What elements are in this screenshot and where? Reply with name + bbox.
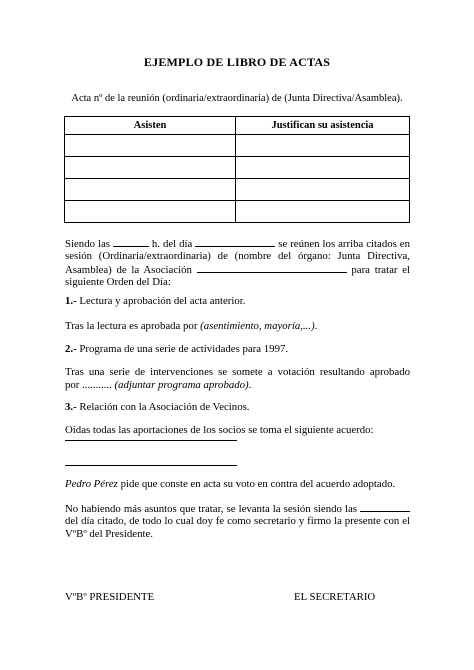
closing-text: VºBº del Presidente. <box>65 528 153 540</box>
table-row <box>65 179 410 201</box>
table-row <box>65 157 410 179</box>
meeting-subtitle: Acta nº de la reunión (ordinaria/extraordinaria) de (Junta Directiva/Asamblea). <box>71 93 403 104</box>
result-italic: (asentimiento, mayoría,...) <box>200 320 315 332</box>
header-attend: Asisten <box>65 117 236 135</box>
result-text: por ........... <box>65 379 115 391</box>
association-blank <box>197 263 347 273</box>
document-title: EJEMPLO DE LIBRO DE ACTAS <box>143 55 331 69</box>
intro-text: se reúnen los arriba citados en <box>278 238 410 250</box>
intro-text: Siendo las <box>65 238 110 250</box>
table-row <box>65 201 410 223</box>
table-row <box>65 135 410 157</box>
table-cell <box>65 135 236 157</box>
president-signature-label: VºBº PRESIDENTE <box>65 591 155 603</box>
intro-text: Asamblea) de la Asociación <box>65 264 192 276</box>
result-italic: (adjuntar programa aprobado) <box>114 379 249 391</box>
agreement-line-2 <box>65 465 237 466</box>
agreement-line-1 <box>65 440 237 441</box>
item-text: Programa de una serie de actividades para 1997. <box>76 343 289 355</box>
attendance-header-row <box>65 117 410 135</box>
table-cell <box>65 201 236 223</box>
intro-paragraph <box>65 237 410 289</box>
table-cell <box>236 201 410 223</box>
time-blank <box>113 237 149 247</box>
result-text: Tras una serie de intervenciones se somete a votación resultando aprobado <box>65 366 410 378</box>
closing-text: del día citado, de todo lo cual doy fe como secretario y firmo la presente con el <box>65 515 410 527</box>
agenda-item-2 <box>65 343 410 356</box>
result-text: Tras la lectura es aprobada por <box>65 320 201 332</box>
table-cell <box>236 135 410 157</box>
table-cell <box>236 179 410 201</box>
closing-text: No habiendo más asuntos que tratar, se levanta la sesión siendo las <box>65 503 357 515</box>
closing-paragraph <box>65 502 410 541</box>
table-cell <box>236 157 410 179</box>
item-number: 2.- <box>65 343 77 355</box>
agenda-item-3 <box>65 401 410 414</box>
secretary-signature-label: EL SECRETARIO <box>294 591 376 603</box>
table-cell <box>65 179 236 201</box>
end-time-blank <box>360 502 410 512</box>
agreement-text: Oídas todas las aportaciones de los socios se toma el siguiente acuerdo: <box>65 424 374 436</box>
agenda-item-1 <box>65 295 410 308</box>
table-cell <box>65 157 236 179</box>
attendance-table <box>64 116 410 223</box>
intro-text: h. del día <box>151 238 193 250</box>
intro-text: sesión (Ordinaria/extraordinaria) de (nombre del órgano: Junta Directiva, <box>65 250 410 262</box>
intro-text: siguiente Orden del Día: <box>65 276 171 288</box>
result-text: . <box>314 320 318 332</box>
item-text: Lectura y aprobación del acta anterior. <box>76 295 246 307</box>
item-number: 1.- <box>65 295 77 307</box>
intro-text: para tratar el <box>351 264 410 276</box>
header-justify: Justifican su asistencia <box>236 117 410 135</box>
vote-paragraph <box>65 478 410 491</box>
member-name: Pedro Pérez <box>65 478 118 490</box>
item2-result <box>65 366 410 392</box>
vote-text: pide que conste en acta su voto en contra del acuerdo adoptado. <box>117 478 396 490</box>
result-text: . <box>248 379 252 391</box>
item-text: Relación con la Asociación de Vecinos. <box>76 401 250 413</box>
item-number: 3.- <box>65 401 77 413</box>
item1-result <box>65 320 410 333</box>
date-blank <box>195 237 275 247</box>
